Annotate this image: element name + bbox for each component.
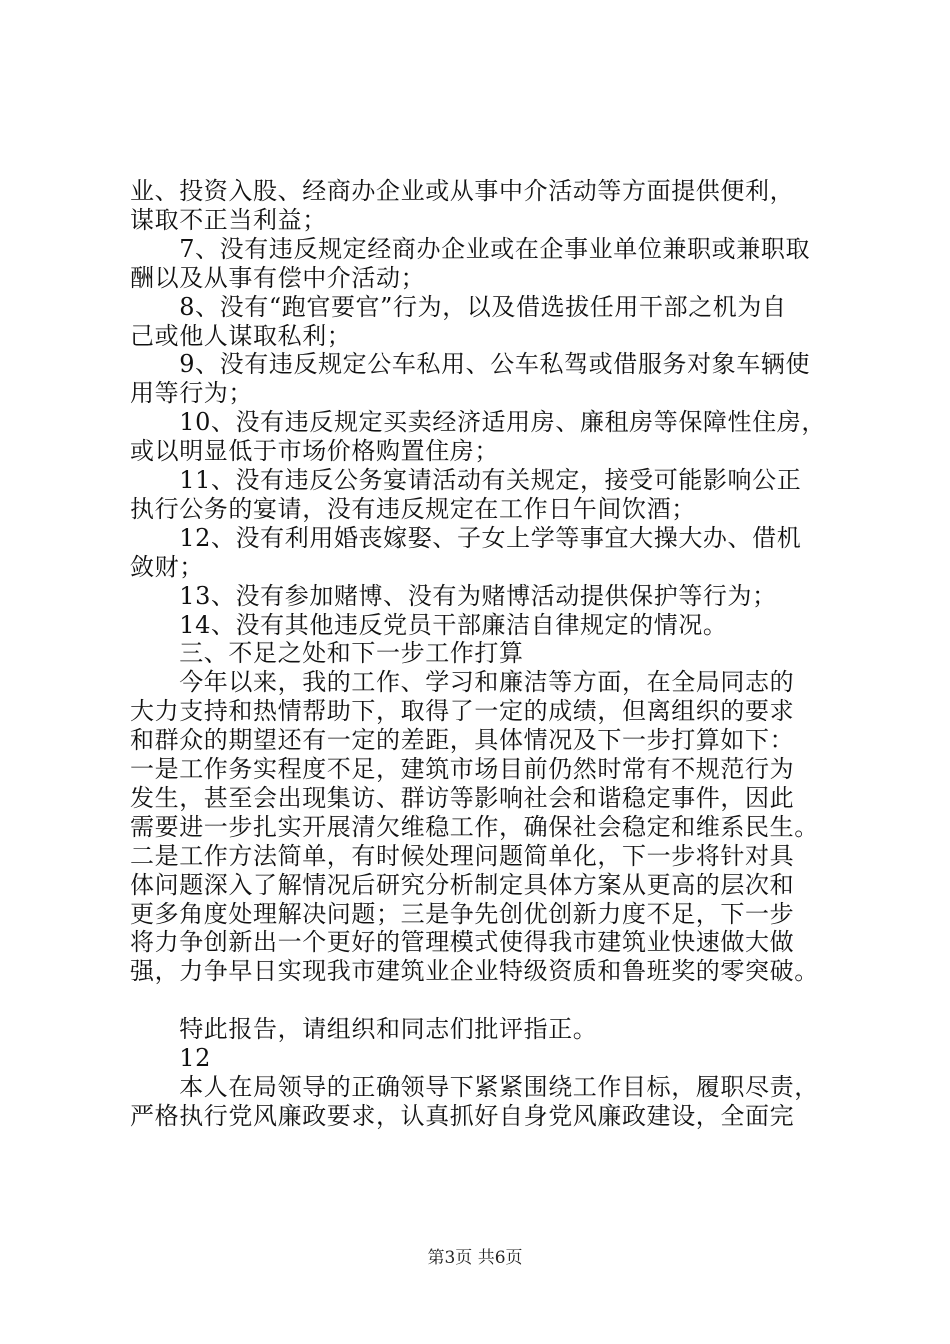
- text-line: 12、没有利用婚丧嫁娶、子女上学等事宜大操大办、借机: [130, 523, 802, 552]
- text-line: 或以明显低于市场价格购置住房；: [130, 437, 499, 466]
- text-line: 大力支持和热情帮助下，取得了一定的成绩，但离组织的要求: [130, 697, 795, 726]
- text-line: 业、投资入股、经商办企业或从事中介活动等方面提供便利，: [130, 177, 795, 205]
- text-line: 今年以来，我的工作、学习和廉洁等方面，在全局同志的: [130, 668, 795, 697]
- text-line: 8、没有“跑官要官”行为，以及借选拔任用干部之机为自: [130, 292, 787, 321]
- text-line: 本人在局领导的正确领导下紧紧围绕工作目标，履职尽责，: [130, 1072, 819, 1101]
- text-line: 敛财；: [130, 552, 204, 581]
- text-line: 13、没有参加赌博、没有为赌博活动提供保护等行为；: [130, 581, 777, 610]
- text-line: 严格执行党风廉政要求，认真抓好自身党风廉政建设，全面完: [130, 1101, 795, 1130]
- text-line: 酬以及从事有偿中介活动；: [130, 263, 426, 292]
- text-line: 强，力争早日实现我市建筑业企业特级资质和鲁班奖的零突破。: [130, 957, 819, 986]
- text-line: 三、不足之处和下一步工作打算: [130, 639, 524, 668]
- text-line: 14、没有其他违反党员干部廉洁自律规定的情况。: [130, 610, 728, 639]
- text-line: 将力争创新出一个更好的管理模式使得我市建筑业快速做大做: [130, 928, 795, 957]
- text-line: 需要进一步扎实开展清欠维稳工作，确保社会稳定和维系民生。: [130, 812, 819, 841]
- text-line: 己或他人谋取私利；: [130, 321, 352, 350]
- text-line: 一是工作务实程度不足，建筑市场目前仍然时常有不规范行为: [130, 755, 795, 783]
- text-line: 更多角度处理解决问题；三是争先创优创新力度不足，下一步: [130, 899, 795, 928]
- text-line: 9、没有违反规定公车私用、公车私驾或借服务对象车辆使: [130, 350, 811, 379]
- text-line: 用等行为；: [130, 379, 253, 408]
- text-line: 特此报告，请组织和同志们批评指正。: [130, 1015, 598, 1044]
- text-line: 体问题深入了解情况后研究分析制定具体方案从更高的层次和: [130, 870, 795, 899]
- text-line: 和群众的期望还有一定的差距，具体情况及下一步打算如下：: [130, 726, 795, 755]
- text-line: 发生，甚至会出现集访、群访等影响社会和谐稳定事件，因此: [130, 783, 795, 812]
- text-line: 11、没有违反公务宴请活动有关规定，接受可能影响公正: [130, 466, 802, 494]
- page-footer: 第3页 共6页: [427, 1248, 523, 1268]
- text-line: 二是工作方法简单，有时候处理问题简单化，下一步将针对具: [130, 841, 795, 870]
- text-line: 7、没有违反规定经商办企业或在企事业单位兼职或兼职取: [130, 234, 811, 263]
- text-line: 执行公务的宴请，没有违反规定在工作日午间饮酒；: [130, 494, 696, 523]
- text-line: 谋取不正当利益；: [130, 205, 327, 234]
- text-line: 10、没有违反规定买卖经济适用房、廉租房等保障性住房，: [130, 408, 826, 437]
- text-line: 12: [130, 1044, 211, 1072]
